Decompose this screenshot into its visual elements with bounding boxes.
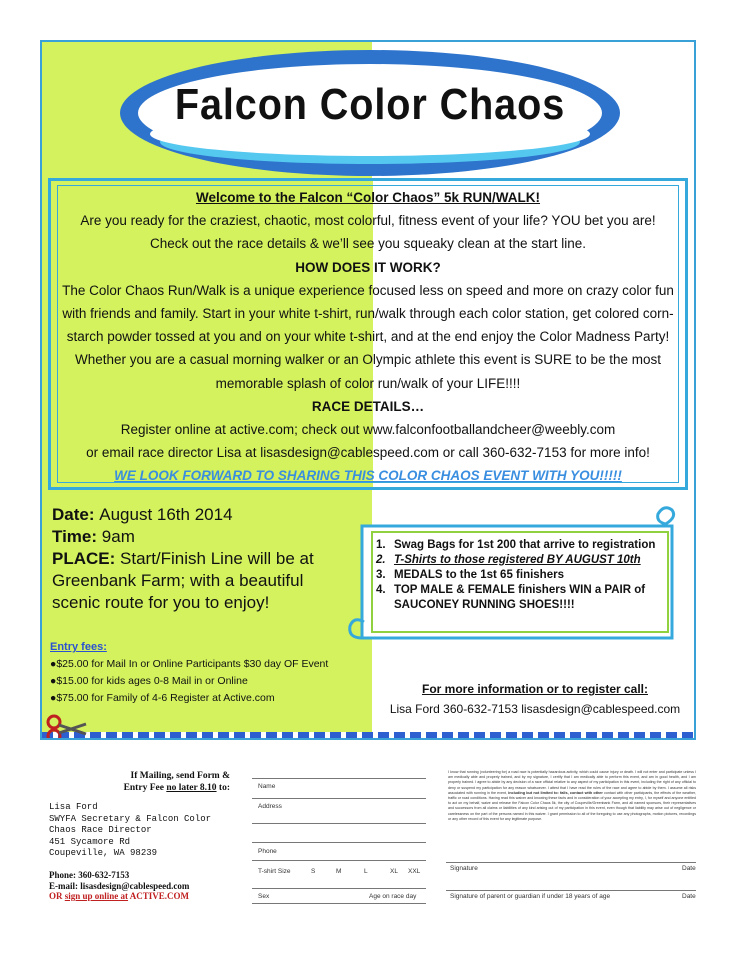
- phone-field-label: Phone: [258, 848, 277, 855]
- place-row: [52, 548, 352, 614]
- mail-deadline: no later 8.10: [166, 783, 217, 793]
- more-info-contact: Lisa Ford 360-632-7153 lisasdesign@cablespeed.com: [389, 702, 681, 716]
- perks-scroll: [342, 504, 688, 644]
- page-title: Falcon Color Chaos: [174, 80, 566, 129]
- more-info: [382, 682, 688, 716]
- email-line: or email race director Lisa at lisasdesign@cablespeed.com or call 360-632-7153 for more info!: [86, 445, 650, 461]
- fees-heading: Entry fees:: [50, 641, 107, 653]
- list-item: ●$15.00 for kids ages 0-8 Mail in or Online: [50, 675, 248, 687]
- sex-age-field[interactable]: [252, 903, 426, 904]
- scissors-icon: [46, 714, 88, 740]
- welcome-heading: Welcome to the Falcon “Color Chaos” 5k RUN/WALK!: [195, 190, 541, 205]
- mailing-address: Lisa Ford SWYFA Secretary & Falcon Color Chaos Race Director 451 Sycamore Rd Coupeville, WA 98239: [49, 802, 212, 858]
- size-xl[interactable]: XL: [390, 868, 398, 875]
- how-heading: HOW DOES IT WORK?: [295, 259, 441, 275]
- how-text: The Color Chaos Run/Walk is a unique experience focused less on speed and more on crazy color fun with friends and family. Start in your white t-shirt, run/walk through each color station, get colored corn-starch powder tossed at you and on your white t-shirt, and at the end enjoy the Color Madness Party! Whether you are a casual morning walker or an Olympic athlete this event is SURE to be the most memorable splash of color run/walk of your LIFE!!!!: [62, 282, 674, 391]
- time-row: [52, 526, 352, 548]
- guardian-signature-field[interactable]: [446, 890, 696, 891]
- sex-field-label: Sex: [258, 893, 270, 900]
- cut-line: [42, 732, 694, 740]
- title-ellipse: [120, 50, 620, 176]
- welcome-box: [48, 178, 688, 490]
- race-heading: RACE DETAILS…: [311, 398, 425, 414]
- welcome-inner-border: [57, 185, 679, 483]
- place-label: PLACE:: [52, 549, 116, 568]
- time-value: 9am: [101, 527, 135, 546]
- welcome-text: [58, 186, 678, 488]
- list-item: 2. T-Shirts to those registered BY AUGUST 10th: [376, 554, 641, 566]
- list-item: 1. Swag Bags for 1st 200 that arrive to registration: [376, 539, 656, 551]
- date-label: Date:: [52, 505, 95, 524]
- entry-fees: [50, 639, 380, 707]
- list-item: ●$75.00 for Family of 4-6 Register at Active.com: [50, 692, 275, 704]
- name-line-top: [252, 778, 426, 779]
- time-label: Time:: [52, 527, 98, 546]
- signature-field[interactable]: [446, 862, 696, 863]
- date-label: Date: [682, 865, 696, 872]
- register-line: Register online at active.com; check out www.falconfootballandcheer@weebly.com: [120, 422, 616, 438]
- name-field-label: Name: [258, 783, 276, 790]
- sex-age-line-top: [252, 888, 426, 889]
- tshirt-label: T-shirt Size: [258, 868, 291, 875]
- size-m[interactable]: M: [336, 868, 342, 875]
- size-l[interactable]: L: [364, 868, 368, 875]
- address-field-2[interactable]: [252, 842, 426, 843]
- flyer: [40, 40, 696, 740]
- event-details: [52, 504, 352, 614]
- mailing-contact: Phone: 360-632-7153 E-mail: lisasdesign@cablespeed.com OR sign up online at ACTIVE.COM: [49, 870, 190, 901]
- name-field[interactable]: [252, 798, 426, 799]
- cta-line: WE LOOK FORWARD TO SHARING THIS COLOR CHAOS EVENT WITH YOU!!!!!: [114, 468, 622, 484]
- guardian-signature-label: Signature of parent or guardian if under 18 years of age: [450, 893, 611, 900]
- more-info-heading: For more information or to register call:: [421, 682, 649, 696]
- address-field-label: Address: [258, 803, 282, 810]
- phone-field[interactable]: [252, 860, 426, 861]
- date-label-2: Date: [682, 893, 696, 900]
- perks-list: [376, 538, 676, 613]
- address-field[interactable]: [252, 823, 426, 824]
- welcome-intro: Are you ready for the craziest, chaotic, most colorful, fitness event of your life? YOU bet you are! Check out the race details & we’ll see you squeaky clean at the start line.: [80, 213, 656, 252]
- list-item: 3. MEDALS to the 1st 65 finishers: [376, 569, 564, 581]
- date-row: [52, 504, 352, 526]
- list-item: ●$25.00 for Mail In or Online Participants $30 day OF Event: [50, 658, 329, 670]
- age-field-label: Age on race day: [369, 893, 417, 900]
- size-xxl[interactable]: XXL: [408, 868, 421, 875]
- mailing-heading: If Mailing, send Form & Entry Fee no later 8.10 to:: [123, 771, 230, 793]
- place-value: Start/Finish Line will be at Greenbank Farm; with a beautiful scenic route for you to enjoy!: [52, 549, 314, 612]
- size-s[interactable]: S: [311, 868, 316, 875]
- waiver-text: I know that running (volunteering for) a road race is potentially hazardous activity, which could cause injury or death. I will not enter and participate unless I am medically able and properly trained, and by my signature, I certify that I am medically able to perform this event, and am in good health, and I am properly trained. I agree to abide by any decision of a race official relative to any aspect of my participation in this event, including the right of any official to deny or suspend my participation for any reason whatsoever. I attest that I have read the rules of the race and agree to abide by them. I assume all risks associated with running in the event, including but not limited to: falls, contact with other contact with other participants, the effects of the weather, traffic or road conditions. Having read this waiver and knowing these facts and in consideration of your accepting my entry, I, for myself and anyone entitled to act on my behalf, waive and release the Falcon Color Chaos 5k, the city of Coupeville/Greenbank Farm, and all named sponsors, their representatives and successors from all claims or liabilities of any kind arising out of my participation in this event, even though that liability may arise out of negligence or carelessness on the part of the persons named in this waiver. I grant permission to all of the foregoing to use any photographs, motion pictures, recordings or any other record of this event for any legitimate purpose.: [448, 770, 697, 821]
- date-value: August 16th 2014: [99, 505, 233, 524]
- signature-label: Signature: [450, 865, 478, 872]
- list-item: 4. TOP MALE & FEMALE finishers WIN a PAIR of SAUCONEY RUNNING SHOES!!!!: [376, 584, 646, 611]
